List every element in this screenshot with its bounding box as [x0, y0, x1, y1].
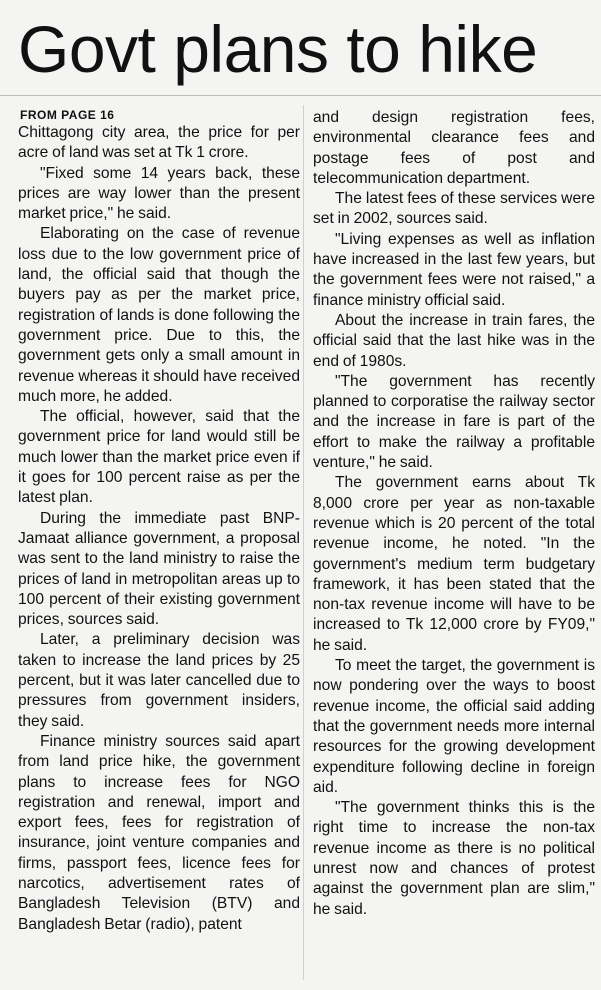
headline-rule [0, 95, 601, 96]
article-paragraph: During the immediate past BNP-Jamaat alliance government, a proposal was sent to the land ministry to raise the prices of land in metropolitan areas up to 100 percent of their existing government prices, sources said. [18, 509, 300, 629]
article-paragraph: The official, however, said that the government price for land would still be much lower than the market price even if it goes for 100 percent raise as per the latest plan. [18, 408, 300, 507]
headline: Govt plans to hike [18, 12, 538, 86]
article-column-left [18, 108, 300, 935]
article-paragraph: "Living expenses as well as inflation have increased in the last few years, but the government fees were not raised," a finance ministry official said. [313, 230, 595, 309]
article-paragraph: Chittagong city area, the price for per acre of land was set at Tk 1 crore. [18, 124, 300, 162]
article-paragraph: Finance ministry sources said apart from land price hike, the government plans to increase fees for NGO registration and renewal, import and export fees, fees for registration of insurance, joint venture companies and firms, passport fees, licence fees for narcotics, advertisement rates of Bangladesh Television (BTV) and Bangladesh Betar (radio), patent [18, 732, 300, 933]
continuation-kicker: FROM PAGE 16 [20, 108, 115, 122]
article-paragraph: "The government thinks this is the right time to increase the non-tax revenue income as there is no political unrest now and chances of protest against the government plan are slim," he said. [313, 799, 595, 918]
article-paragraph: "The government has recently planned to corporatise the railway sector and the increase in fare is part of the effort to make the railway a profitable venture," he said. [313, 372, 595, 472]
article-paragraph: Later, a preliminary decision was taken to increase the land prices by 25 percent, but it was later cancelled due to pressures from government insiders, they said. [18, 631, 300, 730]
column-divider [303, 105, 304, 980]
article-paragraph: Elaborating on the case of revenue loss due to the low government price of land, the official said that though the buyers pay as per the market price, registration of lands is done following the government price. Due to this, the government gets only a small amount in revenue whereas it should have received much more, he added. [18, 225, 300, 405]
article-paragraph: The government earns about Tk 8,000 crore per year as non-taxable revenue which is 20 percent of the total revenue income, he noted. "In the government's medium term budgetary framework, it has been stated that the non-tax revenue income will have to be increased to Tk 12,000 crore by FY09," he said. [313, 474, 595, 654]
article-paragraph: "Fixed some 14 years back, these prices are way lower than the present market price," he said. [18, 164, 300, 223]
article-paragraph: and design registration fees, environmental clearance fees and postage fees of post and telecommunication department. [313, 109, 595, 187]
article-column-right [313, 108, 595, 920]
article-paragraph: The latest fees of these services were set in 2002, sources said. [313, 190, 595, 228]
article-paragraph: To meet the target, the government is now pondering over the ways to boost revenue income, the official said adding that the government needs more internal resources for the growing development expenditure following decline in foreign aid. [313, 657, 595, 796]
article-paragraph: About the increase in train fares, the official said that the last hike was in the end of 1980s. [313, 311, 595, 370]
